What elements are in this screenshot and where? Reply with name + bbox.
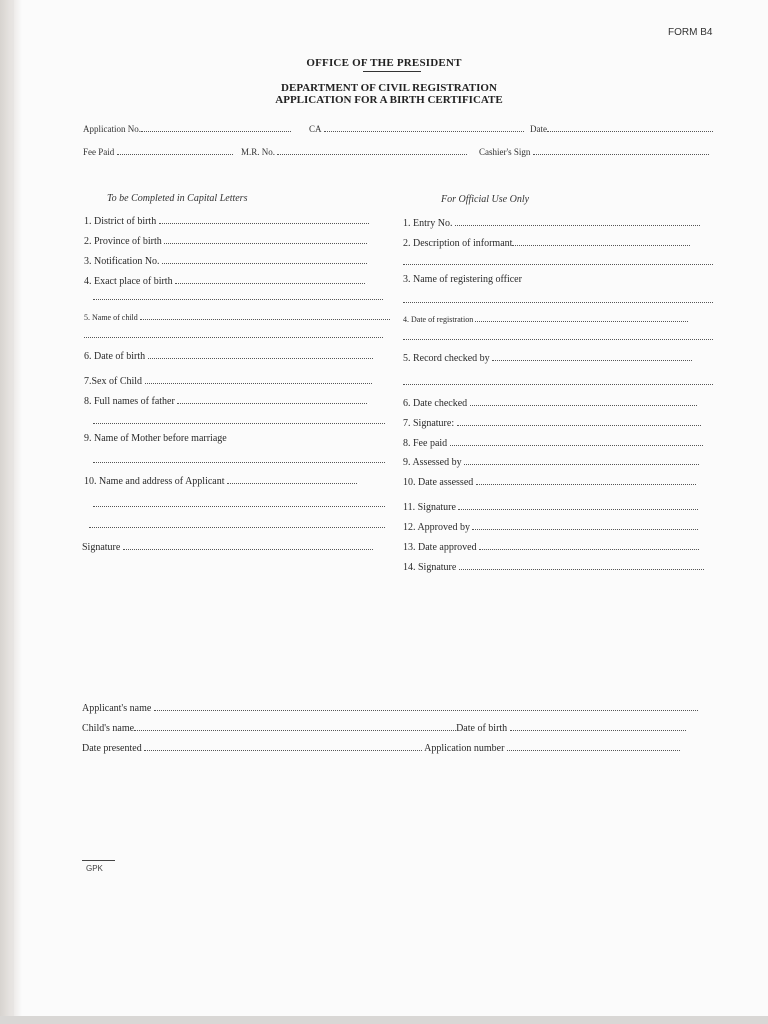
fee-paid-blank[interactable] <box>117 145 233 155</box>
date-approved-blank[interactable] <box>479 539 699 550</box>
slip-applicants-name-field[interactable] <box>82 700 698 714</box>
mother-name-blank[interactable] <box>93 461 385 463</box>
signature-7-label: 7. Signature: <box>403 418 455 429</box>
date-assessed-blank[interactable] <box>476 474 696 485</box>
sex-of-child-label: 7.Sex of Child <box>84 376 143 387</box>
signature-11-blank[interactable] <box>458 499 698 510</box>
mr-no-field[interactable] <box>241 145 467 157</box>
date-of-registration-label: 4. Date of registration <box>403 315 474 324</box>
slip-date-of-birth-label: Date of birth <box>456 723 508 734</box>
applicant-signature-label: Signature <box>82 542 121 553</box>
approved-by-blank[interactable] <box>472 519 698 530</box>
office-heading-underline <box>363 71 421 72</box>
record-checked-by-field[interactable] <box>403 350 692 364</box>
exact-place-of-birth-field[interactable] <box>84 273 365 287</box>
name-of-child-field[interactable] <box>84 311 390 322</box>
exact-place-of-birth-label: 4. Exact place of birth <box>84 276 173 287</box>
slip-childs-name-blank[interactable] <box>134 720 456 731</box>
paper-bottom-edge <box>0 1016 768 1024</box>
department-heading: DEPARTMENT OF CIVIL REGISTRATION <box>281 82 497 94</box>
signature-7-field[interactable] <box>403 415 701 429</box>
applicant-name-address-blank[interactable] <box>227 473 357 484</box>
right-column-heading: For Official Use Only <box>441 194 530 205</box>
date-field[interactable] <box>530 122 713 134</box>
date-of-registration-continuation[interactable] <box>403 338 713 340</box>
entry-no-field[interactable] <box>403 215 700 229</box>
date-assessed-label: 10. Date assessed <box>403 477 474 488</box>
approved-by-label: 12. Approved by <box>403 522 470 533</box>
fee-paid-official-blank[interactable] <box>450 435 703 446</box>
date-assessed-field[interactable] <box>403 474 696 488</box>
applicant-name-address-field[interactable] <box>84 473 357 487</box>
application-no-field[interactable] <box>83 122 291 134</box>
fee-paid-label: Fee Paid <box>83 147 115 157</box>
name-of-child-blank[interactable] <box>140 311 390 320</box>
printer-code: GPK <box>86 864 103 873</box>
informant-description-label: 2. Description of informant <box>403 238 513 249</box>
mr-no-label: M.R. No. <box>241 147 276 157</box>
mother-name-field[interactable] <box>84 433 227 444</box>
mother-name-label: 9. Name of Mother before marriage <box>84 433 227 444</box>
footer-rule <box>82 860 115 861</box>
date-checked-label: 6. Date checked <box>403 398 468 409</box>
slip-childs-name-label: Child's name <box>82 723 135 734</box>
name-of-child-label: 5. Name of child <box>84 313 138 322</box>
signature-11-label: 11. Signature <box>403 502 456 513</box>
assessed-by-blank[interactable] <box>464 454 699 465</box>
applicant-address-line-2[interactable] <box>93 505 385 507</box>
registering-officer-label: 3. Name of registering officer <box>403 274 522 285</box>
date-blank[interactable] <box>547 122 713 132</box>
province-of-birth-blank[interactable] <box>164 233 367 244</box>
date-of-birth-field[interactable] <box>84 348 373 362</box>
assessed-by-label: 9. Assessed by <box>403 457 462 468</box>
form-title: APPLICATION FOR A BIRTH CERTIFICATE <box>275 94 503 106</box>
informant-description-continuation[interactable] <box>403 263 713 265</box>
record-checked-by-label: 5. Record checked by <box>403 353 490 364</box>
date-checked-blank[interactable] <box>470 395 697 406</box>
cashiers-sign-field[interactable] <box>479 145 709 157</box>
date-checked-field[interactable] <box>403 395 697 409</box>
entry-no-blank[interactable] <box>455 215 700 226</box>
informant-description-blank[interactable] <box>512 235 690 246</box>
province-of-birth-field[interactable] <box>84 233 367 247</box>
father-full-names-blank[interactable] <box>177 393 367 404</box>
name-of-child-continuation[interactable] <box>84 336 383 338</box>
slip-childs-name-field[interactable] <box>82 720 686 734</box>
date-of-birth-label: 6. Date of birth <box>84 351 146 362</box>
record-checked-by-blank[interactable] <box>492 350 692 361</box>
slip-application-number-blank[interactable] <box>507 740 680 751</box>
slip-date-of-birth-blank[interactable] <box>510 720 686 731</box>
date-approved-field[interactable] <box>403 539 699 553</box>
approved-by-field[interactable] <box>403 519 698 533</box>
applicant-signature-field[interactable] <box>82 539 373 553</box>
district-of-birth-field[interactable] <box>84 213 369 227</box>
district-of-birth-label: 1. District of birth <box>84 216 157 227</box>
slip-applicants-name-label: Applicant's name <box>82 703 152 714</box>
sex-of-child-field[interactable] <box>84 373 372 387</box>
fee-paid-official-field[interactable] <box>403 435 703 449</box>
cashiers-sign-label: Cashier's Sign <box>479 147 531 157</box>
mr-no-blank[interactable] <box>277 145 467 155</box>
paper-edge-stain <box>0 0 22 1024</box>
date-of-registration-field[interactable] <box>403 313 688 324</box>
entry-no-label: 1. Entry No. <box>403 218 453 229</box>
left-column-heading: To be Completed in Capital Letters <box>107 193 248 204</box>
date-approved-label: 13. Date approved <box>403 542 477 553</box>
signature-14-blank[interactable] <box>459 559 704 570</box>
registering-officer-blank[interactable] <box>403 301 713 303</box>
sex-of-child-blank[interactable] <box>145 373 372 384</box>
record-checked-by-continuation[interactable] <box>403 383 713 385</box>
notification-no-field[interactable] <box>84 253 367 267</box>
slip-date-presented-label: Date presented <box>82 743 142 754</box>
father-full-names-field[interactable] <box>84 393 367 407</box>
applicant-name-address-label: 10. Name and address of Applicant <box>84 476 225 487</box>
ca-field[interactable] <box>309 122 524 134</box>
ca-label: CA <box>309 124 322 134</box>
district-of-birth-blank[interactable] <box>159 213 369 224</box>
signature-14-field[interactable] <box>403 559 704 573</box>
exact-place-of-birth-blank[interactable] <box>175 273 365 284</box>
form-code: FORM B4 <box>668 27 713 38</box>
signature-7-blank[interactable] <box>457 415 701 426</box>
cashiers-sign-blank[interactable] <box>533 145 709 155</box>
father-full-names-continuation[interactable] <box>93 422 385 424</box>
notification-no-label: 3. Notification No. <box>84 256 160 267</box>
province-of-birth-label: 2. Province of birth <box>84 236 162 247</box>
date-of-birth-blank[interactable] <box>148 348 373 359</box>
exact-place-of-birth-continuation[interactable] <box>93 298 383 300</box>
office-heading: OFFICE OF THE PRESIDENT <box>306 57 462 69</box>
date-label: Date <box>530 124 547 134</box>
signature-11-field[interactable] <box>403 499 698 513</box>
informant-description-field[interactable] <box>403 235 690 249</box>
notification-no-blank[interactable] <box>162 253 367 264</box>
applicant-signature-blank[interactable] <box>123 539 373 550</box>
applicant-address-line-3[interactable] <box>89 526 385 528</box>
fee-paid-official-label: 8. Fee paid <box>403 438 448 449</box>
application-no-blank[interactable] <box>141 122 291 132</box>
assessed-by-field[interactable] <box>403 454 699 468</box>
slip-date-presented-blank[interactable] <box>144 740 422 751</box>
date-of-registration-blank[interactable] <box>475 313 688 322</box>
slip-applicants-name-blank[interactable] <box>154 700 698 711</box>
ca-blank[interactable] <box>324 122 524 132</box>
father-full-names-label: 8. Full names of father <box>84 396 175 407</box>
signature-14-label: 14. Signature <box>403 562 457 573</box>
slip-application-number-label: Application number <box>424 743 505 754</box>
registering-officer-field[interactable] <box>403 274 522 285</box>
slip-date-presented-field[interactable] <box>82 740 680 754</box>
fee-paid-field[interactable] <box>83 145 233 157</box>
application-no-label: Application No. <box>83 124 141 134</box>
